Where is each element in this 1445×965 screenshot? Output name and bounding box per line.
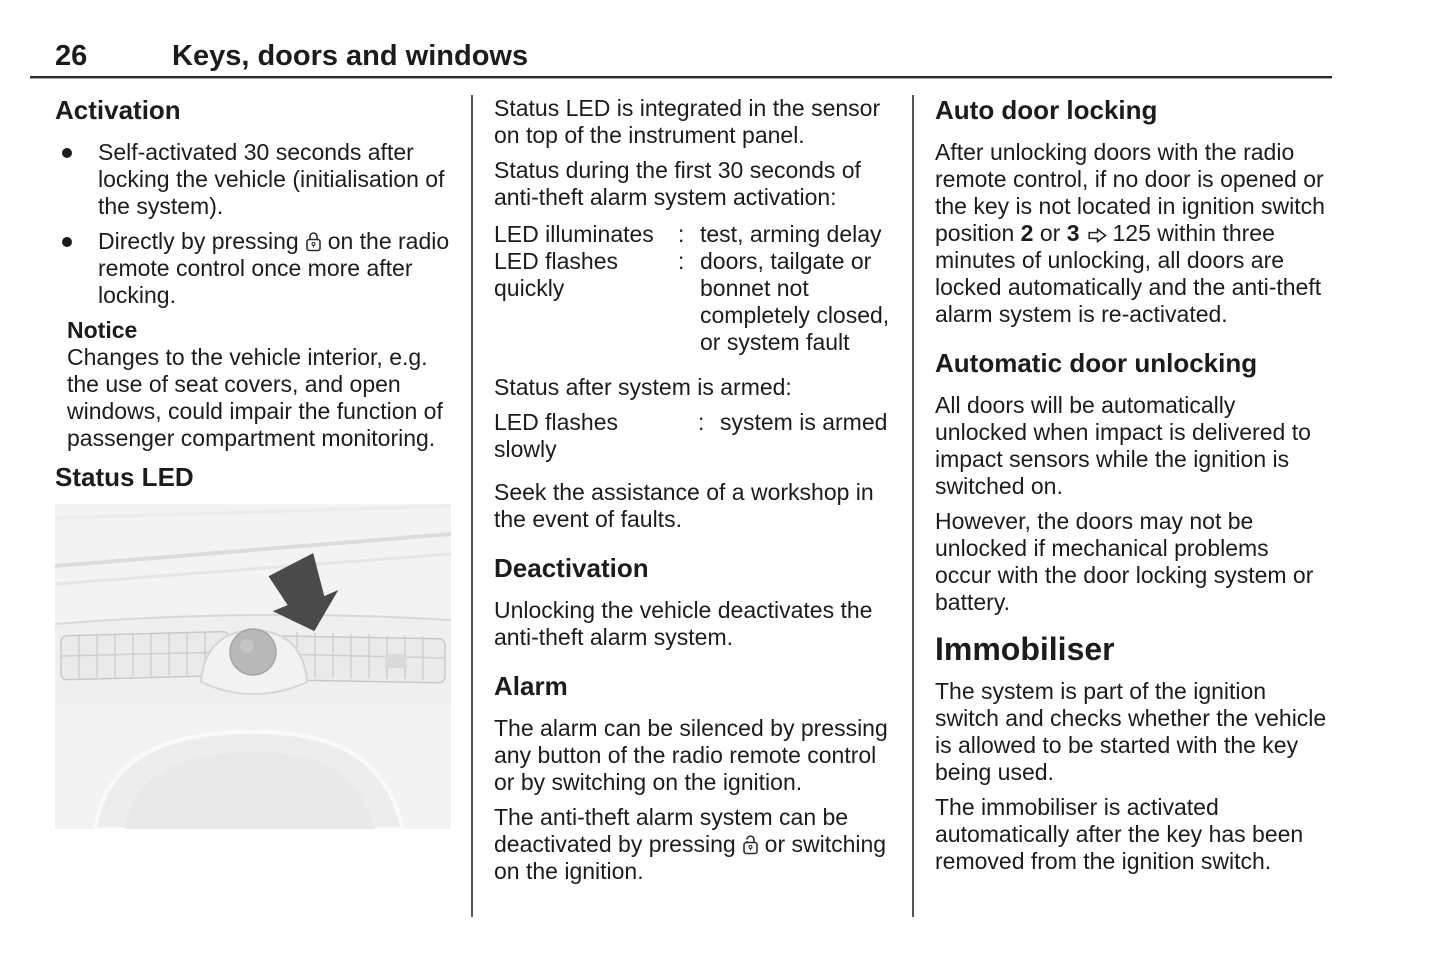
notice-body: Changes to the vehicle interior, e.g. the use of seat covers, and open windows, could impair the function of passenger compartment monitoring. (67, 344, 443, 451)
paragraph: The immobiliser is activated automatically after the key has been removed from the ignition switch. (935, 794, 1304, 874)
paragraph: Unlocking the vehicle deactivates the anti-theft alarm system. (494, 597, 873, 650)
bullet-icon (62, 237, 72, 247)
paragraph: The system is part of the ignition switch and checks whether the vehicle is allowed to be started with the key being used. (935, 678, 1327, 785)
lock-open-icon (742, 833, 759, 855)
page-header (55, 40, 1332, 73)
column-divider-1 (471, 95, 473, 917)
alarm-heading: Alarm (494, 671, 568, 701)
lock-closed-icon (305, 230, 322, 252)
page-reference-number: 125 (1112, 220, 1151, 246)
table-cell-colon: : (678, 221, 685, 247)
column-3 (935, 95, 1331, 885)
paragraph: Status during the first 30 seconds of anti-theft alarm system activation: (494, 157, 861, 210)
paragraph (494, 804, 890, 885)
paragraph: Status LED is integrated in the sensor on top of the instrument panel. (494, 95, 881, 148)
list-item (55, 139, 451, 220)
led-status-table-1 (494, 221, 890, 356)
ignition-position-3: 3 (1066, 220, 1080, 246)
paragraph: After unlocking doors with the radio remote control, if no door is opened or the key is not located in ignition switch position 2 or 3 125 within three minutes of unlocking, all doors are locked automatically and the anti-theft alarm system is re-activated. (935, 139, 1325, 327)
deactivation-heading: Deactivation (494, 553, 649, 583)
table-cell-label: LED flashes quickly (494, 248, 619, 301)
chapter-title: Keys, doors and windows (172, 40, 529, 72)
ignition-position-2: 2 (1020, 220, 1034, 246)
column-2 (494, 95, 890, 895)
alarm-para2-before: The anti-theft alarm system can be deactivated by pressing (494, 804, 849, 857)
led-sensor-dome (230, 629, 276, 675)
activation-heading: Activation (55, 95, 181, 125)
column-1 (55, 95, 451, 829)
bullet2-text-after: on the radio remote control once more after locking. (98, 228, 450, 308)
table-cell-colon: : (698, 409, 705, 435)
table-cell-value: doors, tailgate or bonnet not completely closed, or system fault (700, 248, 890, 355)
table-cell-colon: : (678, 248, 685, 274)
paragraph: Seek the assistance of a workshop in the event of faults. (494, 479, 874, 532)
paragraph: Status after system is armed: (494, 374, 792, 400)
bullet-icon (62, 148, 72, 158)
column-divider-2 (912, 95, 914, 917)
header-rule (30, 76, 1332, 79)
automatic-door-unlocking-heading: Automatic door unlocking (935, 348, 1258, 378)
paragraph: The alarm can be silenced by pressing any button of the radio remote control or by switching on the ignition. (494, 715, 888, 795)
table-cell-value: system is armed (720, 409, 888, 435)
activation-bullet-list (55, 139, 451, 309)
notice-heading: Notice (67, 317, 138, 343)
table-cell-label: LED illuminates (494, 221, 654, 247)
alarm-para2-after: or switching on the ignition. (494, 831, 887, 884)
status-led-heading: Status LED (55, 462, 194, 492)
table-cell-label: LED flashes slowly (494, 409, 619, 462)
led-status-table-2 (494, 409, 890, 463)
paragraph: However, the doors may not be unlocked if mechanical problems occur with the door locking system or battery. (935, 508, 1314, 615)
page-reference-arrow-icon (1087, 227, 1108, 244)
page-number: 26 (55, 40, 88, 72)
list-item (55, 228, 451, 309)
paragraph: All doors will be automatically unlocked when impact is delivered to impact sensors while the ignition is switched on. (935, 392, 1311, 499)
table-cell-value: test, arming delay (700, 221, 882, 247)
bullet1-text: Self-activated 30 seconds after locking the vehicle (initialisation of the system). (98, 139, 445, 219)
immobiliser-heading: Immobiliser (935, 631, 1115, 667)
notice-block (67, 317, 451, 452)
status-led-photo (55, 504, 451, 829)
bullet2-text-before: Directly by pressing (98, 228, 299, 254)
auto-door-locking-heading: Auto door locking (935, 95, 1158, 125)
